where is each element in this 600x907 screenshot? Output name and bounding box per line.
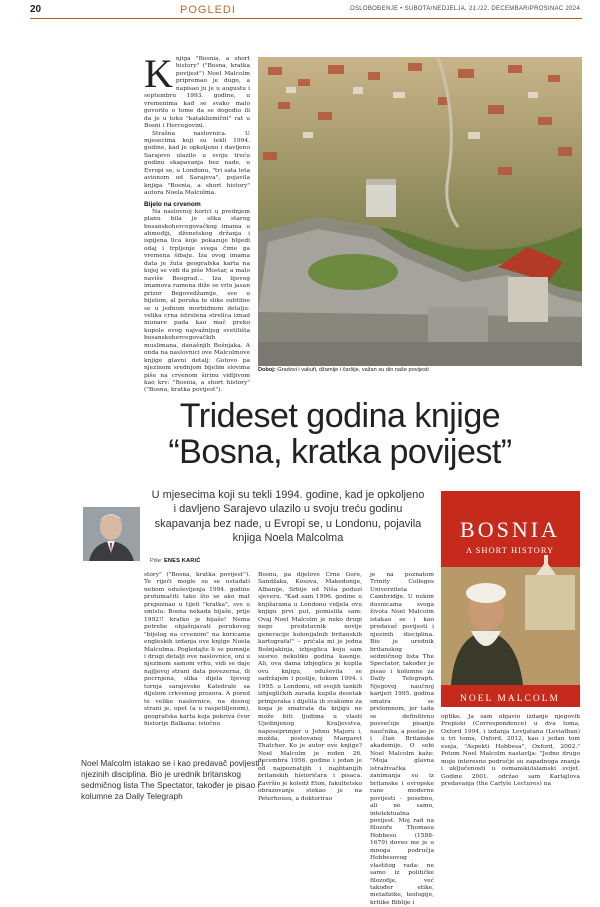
body-column-1: story" ("Bosna, kratka povijest"). Te riječi mogle su se ustadati nebom oduševljenja 1994. godine protumačiti tako što se ako mat prepoznao u tijeti "kratka", sve u smislu: Bosna nekada bijaše, prije 1992!! kratko je bijaše! Nema potrebe objašnjavati porukovog "bijelog na crvenom" na koricama engleskih izdanja ove knjige Noela Malcolma. Pogledajte li se pomnije i drugi detalji ove naslovnice, oni u njezinom samom vrhu, vidi se daje najljevoj strani data povezerna, ili pocrnjena, slika dijela lijevog tornja sarajevske Katedrale sa dijelom crkvenog prozora. A pored te velike naslovnice, na desnoj strani je, opet (a u raspetiljenom), geografska karta koja pokriva čvor historije Balkana: istočnu <box>144 572 250 728</box>
byline: Piše: ENES KARIĆ <box>150 558 201 564</box>
intro-paragraph-1: Knjiga "Bosnia, a short history" ("Bosna, kratka povijest") Noel Malcolm pripremao je dugo, a napisao ju je u augustu i septembru 1993. godine, u vremenima kad se svako malo govorilo o tome da se dogodio ili da je u toku "kataklizmični" rat u Bosni i Hercegovini. <box>144 51 250 130</box>
headline-line-1: Trideset godina knjige <box>179 397 501 435</box>
book-title: BOSNIA <box>460 517 560 542</box>
issue-date: OSLOBOĐENJE • SUBOTA/NEDJELJA, 21./22. DECEMBAR/PROSINAC 2024. <box>350 6 582 12</box>
article-deck: U mjesecima koji su tekli 1994. godine, kad je opkoljeno i davljeno Sarajevo ulazilo u svoju treću godinu skapavanja bez nade, u Evropi se, u Londonu, pojavila knjiga Noela Malcolma <box>151 489 425 545</box>
page-number: 20 <box>30 4 42 15</box>
author-name: ENES KARIĆ <box>164 558 201 564</box>
dropcap: K <box>144 51 173 96</box>
book-cover <box>441 491 580 707</box>
intro-paragraph-3: Na naslovnoj korici u prednjem planu bila je slika starog bosanskohercegovačkog imama u ahmediji, dženetskog držanja i ispijena lica koje pokazuje blijedi odaj i trpljenje svega čime ga vremena šibaju. Iza ovog imama data je žuta geografska karta na kojoj se vidi da piše Mostar, a malo naviše Beograd… Iza lijevog imamova ramena diže se vrlo jasan prizor Begovedžamije, sve u bijelom, al poruka te slike subtilne se u jednom morbidnom detalju: velika crna istrulena strelica iznad munare pada kao mač preko kupole ovog najvažnijeg svetilišta bosanskohercegovačkih muslimana, današnjih Bošnjaka. A onda na naslovnici ove Malcolmove knjige glavni detalj: Gotovo pa njezinom srednjom bijelim slovima piše na crvenom širinu vidljivom kao krv: "Bosnia, a short history" ("Bosna, kratka povijest"). <box>144 208 250 394</box>
book-author: NOEL MALCOLM <box>460 694 560 704</box>
photo-caption: Doboj: Gradovi i vakufi, džamije i čaršije, važan su dio naše povijesti <box>258 367 429 373</box>
headline-line-2: “Bosna, kratka povijest” <box>168 433 512 471</box>
doboj-fortress-photo <box>258 57 582 366</box>
intro-paragraph-2: Strašna naslovnica. U mjesecima koji su tekli 1994. godine, kad je opkoljeno i davljeno Sarajevo ulazilo u svoju treću godinu skapavanja bez nade, u Evropi se, u Londonu, "tri sata leta avionom od Sarajeva", pojavila knjiga "Bosnia, a short history" autora Noela Malcolma. <box>144 130 250 197</box>
book-subtitle: A SHORT HISTORY <box>465 545 555 555</box>
body-column-4: optike. Ja sam objavio izdanje njegovih Prepiski (Correspondence) u dva toma, Oxford 1994, i izdanja Levijatana (Leviathan) u tri toma, Oxford, 2012, kao i jedan tom eseja, "Aspekti Hobbesa", Oxford, 2002." Potom Noel Malcolm nastavlja: "Jedno drugo moje interesno područje su zapadnoga znanja i uključenosti u osmanski/islamski svijet. Godine 2001. održao sam Karlajlova predavanja (the Carlyle Lectures) na <box>441 714 580 788</box>
author-photo <box>83 507 140 561</box>
page-header <box>30 4 582 19</box>
intro-column <box>144 51 250 394</box>
body-column-2: Bosnu, pa dijelove Crne Gore, Sandžaka, Kosova, Makedonije, Albanije, Srbije od Niša poduzi sjeveru. "Kad sam 1996. godine u knjižarama u Londonu vidjela ovu knjigu prvi put, pomislila sam: Ovaj Noel Malcolm je neko drugi nego predstavnik novije generacije kolonijalnih britanskih kartografa!" – pričala mi je jedna Bošnjakinja, izbjeglica koju sam susreo nekoliko godina kasnije. Ali, ova dama izbjeglica je kupila ovu knjigu, oduševila se sadržajem i poslije, tokom 1994. i 1995. u Londonu, od svojih tankih izbjegličkih zarada kupila desetak primjeraka i dijelila ih svakome za koga je smatrala da knjigu ne može biti ljudima u vlasti Ujedinjenog Kraljevstva, naposeprimjer u Johnu Majoru i, možda, postovanoj Margaret Thatcher. Ko je autor ove knjige? Noel Malcolm je rođen 26. decembra 1956. godine i jedan je od najpoznatijih i najžitanijih britanskih historičara i pisaca. Završio je koledž Eton, fakultetsko obrazovanje stekao je na Peterhousu, a doktorirao <box>258 572 362 802</box>
pull-quote: Noel Malcolm istakao se i kao predavač povijesti i njezinih disciplina. Bio je urednik britanskog sedmičnog lista The Spectator, također je pisao i kolumne za Daily Telegraph <box>81 758 264 801</box>
subheading: Bijelo na crvenom <box>144 200 201 208</box>
section-title: POGLEDI <box>180 4 236 16</box>
body-column-3: je na poznatom Trinity Colleges Univerziteta Cambridge. U nekim dosnicama svoga života Noel Malcolm istakao se i kao predavač povijesti i njezinih disciplina. Bio je urednik britanskog sedmičnog lista The Spectator, također je pisao i kolumne za Daily Telegraph. Njegovoj naučnoj karijeri 1995. godina smatra se prelomnom, jer tada se definitivno posvećuje pisanju naučnika, a postao je i član Britanske akademije. O sebi Noel Malcolm kaže: "Moja glavna istraživačka zanimanja su iz britanske i evropske rane moderne povijesti - posebno, ali ne samo, intelektualna povijest. Moj rad na filozofu Thomasu Hobbesu (1588-1679) doveo me je u mnoga područja Hobbesovog vlastitog rada: ne samo iz političke filozofije, već također etike, metafizike, teologije, kritike Biblije i <box>370 572 434 906</box>
